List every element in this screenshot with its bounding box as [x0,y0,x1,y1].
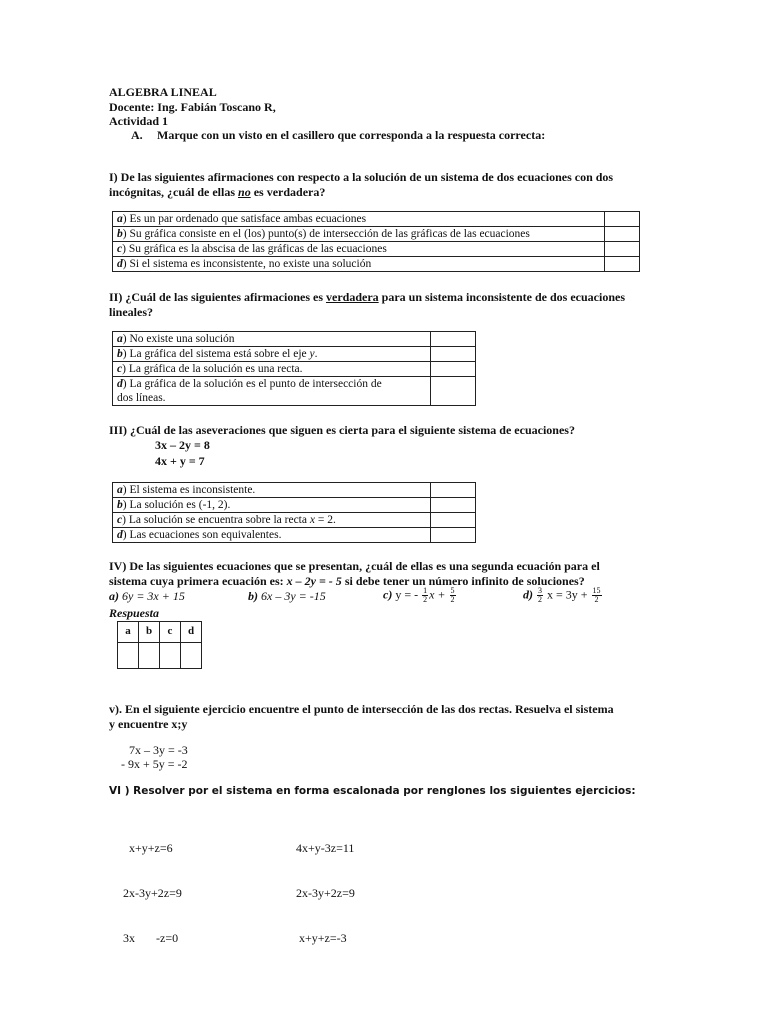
option-letter: d [117,258,123,270]
question-4-text [109,559,664,589]
table-row [113,212,640,227]
option-letter: c [117,243,123,255]
option-letter: a [117,213,123,225]
q2-emphasis-verdadera: verdadera [326,290,379,304]
option-letter: b) [248,589,258,603]
instruction-number: A. [131,128,143,142]
answer-col-c: c [160,622,181,643]
table-row [113,362,476,377]
option-letter: c [117,363,123,375]
option-suffix: . [314,348,318,360]
instruction-text: Marque con un visto en el casillero que corresponda a la respuesta correcta: [157,128,546,142]
answer-checkbox[interactable] [431,332,476,347]
option-letter: b [117,348,123,360]
question-5-line1: v). En el siguiente ejercicio encuentre el punto de intersección de las dos rectas. Resuelva el sistema [109,702,614,716]
answer-col-b: b [139,622,160,643]
option-text [113,513,431,528]
option-equation: 6y = 3x + 15 [119,589,185,603]
option-suffix: = 2. [314,514,336,526]
option-variable: x [309,514,315,526]
option-equation: 6x – 3y = -15 [258,589,326,603]
option-letter: c [117,514,123,526]
question-1-options [112,211,640,272]
answer-checkbox[interactable] [431,498,476,513]
question-2-line2: lineales? [109,305,153,319]
option-letter: d [117,529,123,541]
question-3-text: III) ¿Cuál de las aseveraciones que siguen es cierta para el siguiente sistema de ecuaciones? [109,423,575,437]
table-row [113,227,640,242]
fraction [422,587,428,604]
table-row [113,498,476,513]
option-equation-part: x + [429,587,449,602]
option-label: ) Es un par ordenado que satisface ambas ecuaciones [122,213,367,225]
answer-box-a[interactable] [118,643,139,669]
fraction-denominator: 2 [423,595,428,604]
q4-line2-a: sistema cuya primera ecuación es: [109,574,287,588]
q6-system-left [123,811,182,961]
question-6-title: VI ) Resolver por el sistema en forma escalonada por renglones los siguientes ejercicios: [109,785,636,797]
equation: 2x-3y+2z=9 [123,886,182,900]
option-variable: y [309,348,315,360]
q1-line2-a: incógnitas, ¿cuál de ellas [109,185,239,199]
answer-checkbox[interactable] [605,257,640,272]
answer-header-row [118,622,202,643]
answer-col-d: d [181,622,202,643]
option-label: ) La gráfica del sistema está sobre el eje [122,348,310,360]
table-row [113,528,476,543]
option-text [113,242,605,257]
question-1-line1: I) De las siguientes afirmaciones con respecto a la solución de un sistema de dos ecuaciones con dos [109,170,614,184]
fraction-numerator: 3 [538,586,542,595]
table-row [113,483,476,498]
equation: x+y+z=-3 [296,931,347,945]
answer-box-row [118,643,202,669]
q1-line2-b: es verdadera? [250,185,326,199]
option-letter: b [117,228,123,240]
q1-emphasis-no: no [238,185,251,199]
equation: 3x -z=0 [123,931,179,945]
teacher-name: Docente: Ing. Fabián Toscano R, [109,100,276,114]
option-letter: a) [109,589,119,603]
q4-first-equation: x – 2y = - 5 [286,574,342,588]
equation: x+y+z=6 [129,841,173,855]
answer-checkbox[interactable] [431,483,476,498]
fraction-denominator: 2 [450,595,455,604]
option-label: ) La gráfica de la solución es una recta. [122,363,303,375]
answer-label: Respuesta [109,606,160,620]
answer-checkbox[interactable] [431,528,476,543]
q6-system-right [296,811,355,961]
option-text [113,332,431,347]
answer-box-d[interactable] [181,643,202,669]
option-text [113,498,431,513]
option-label: ) No existe una solución [122,333,235,345]
q2-line1-a: II) ¿Cuál de las siguientes afirmaciones es [109,290,326,304]
option-letter: b [117,499,123,511]
option-label: ) Su gráfica consiste en el (los) punto(s) de intersección de las gráficas de las ecuaciones [122,228,530,240]
activity-label: Actividad 1 [109,114,169,128]
q2-line1-b: para un sistema inconsistente de dos ecuaciones [378,290,625,304]
option-letter: d [117,378,123,390]
option-letter: c) [383,587,393,602]
q4-option-a [109,589,185,604]
question-3-options [112,482,476,543]
fraction-numerator: 1 [423,586,428,595]
answer-checkbox[interactable] [431,377,476,406]
q4-line2-b: si debe tener un número infinito de soluciones? [341,574,585,588]
table-row [113,332,476,347]
equation: 2x-3y+2z=9 [296,886,355,900]
q5-equation-1: 7x – 3y = -3 [129,743,188,757]
q4-option-b [248,589,326,604]
option-text [113,483,431,498]
option-label: ) Su gráfica es la abscisa de las gráficas de las ecuaciones [122,243,387,255]
option-label: ) La solución es (-1, 2). [122,499,231,511]
answer-checkbox[interactable] [605,242,640,257]
equation-1: 3x – 2y = 8 [155,438,210,452]
question-2-line1 [109,290,664,305]
option-text [113,257,605,272]
answer-col-a: a [118,622,139,643]
answer-box-b[interactable] [139,643,160,669]
option-text [113,362,431,377]
fraction [450,587,456,604]
table-row [113,347,476,362]
option-label: ) La gráfica de la solución es el punto de intersección de [122,378,382,390]
q4-option-c [383,587,457,604]
option-label: ) Las ecuaciones son equivalentes. [122,529,282,541]
option-label: ) El sistema es inconsistente. [122,484,256,496]
q5-equation-2: - 9x + 5y = -2 [121,757,188,771]
table-row [113,513,476,528]
q4-option-d [523,587,603,604]
question-4-line1: IV) De las siguientes ecuaciones que se presentan, ¿cuál de ellas es una segunda ecuación para el [109,559,600,573]
option-letter: a [117,333,123,345]
question-2-text [109,290,664,320]
option-text [113,528,431,543]
answer-checkbox[interactable] [431,347,476,362]
option-letter: a [117,484,123,496]
option-text [113,347,431,362]
question-1-line2 [109,185,664,200]
option-text [113,227,605,242]
fraction [537,587,543,604]
option-label: ) Si el sistema es inconsistente, no existe una solución [122,258,372,270]
course-title: ALGEBRA LINEAL [109,85,217,99]
question-5-line2: y encuentre x;y [109,717,188,731]
option-label: ) La solución se encuentra sobre la recta [122,514,310,526]
answer-box-c[interactable] [160,643,181,669]
table-row [113,257,640,272]
option-equation-part: y = - [392,587,422,602]
question-1-text [109,170,664,200]
fraction [592,587,602,604]
question-2-options [112,331,476,406]
table-row [113,242,640,257]
option-equation-part: x = 3y + [544,587,591,602]
option-letter: d) [523,587,533,602]
table-row [113,377,476,406]
answer-checkbox[interactable] [605,212,640,227]
equation: 4x+y-3z=11 [296,841,355,855]
answer-checkbox[interactable] [605,227,640,242]
fraction-numerator: 15 [592,586,601,595]
option-label-line2: dos líneas. [117,392,166,404]
equation-2: 4x + y = 7 [155,454,205,468]
answer-checkbox[interactable] [431,362,476,377]
option-text [113,377,431,406]
answer-checkbox[interactable] [431,513,476,528]
fraction-numerator: 5 [450,586,455,595]
option-text [113,212,605,227]
fraction-denominator: 2 [538,595,542,604]
question-5-text [109,702,669,732]
fraction-denominator: 2 [594,595,599,604]
answer-grid [117,621,202,669]
